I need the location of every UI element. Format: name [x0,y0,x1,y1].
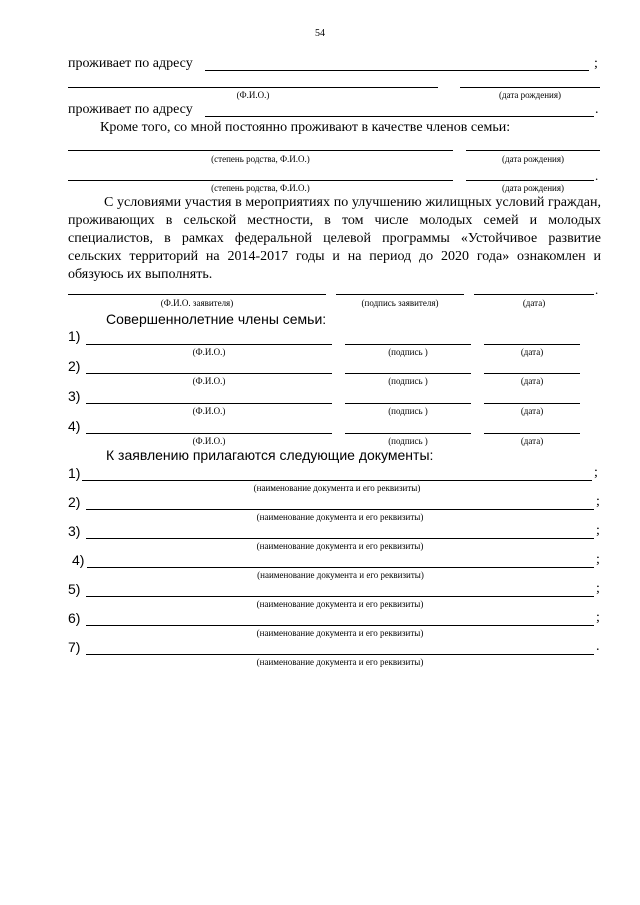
conditions-paragraph: С условиями участия в мероприятиях по улучшению жилищных условий граждан, проживающих в сельской местности, в том числе молодых семей и молодых специалистов, в рамках федеральной целевой программы «Устойчивое развитие сельских территорий на 2014-2017 годы и на период до 2020 года» ознакомлен и обязуюсь их выполнять. [68,195,601,282]
adult-member-fio-caption: (Ф.И.О.) [192,376,226,386]
document-line[interactable] [86,596,594,597]
adult-member-num: 3) [68,388,81,404]
applicant-name-caption: (Ф.И.О. заявителя) [160,298,234,308]
fio-caption: (Ф.И.О.) [236,90,270,100]
address-line-2[interactable] [205,116,594,117]
relation-line-1[interactable] [68,150,453,151]
adult-member-signature-line[interactable] [345,373,471,374]
document-caption: (наименование документа и его реквизиты) [257,570,424,580]
document-line[interactable] [86,654,594,655]
document-caption: (наименование документа и его реквизиты) [256,541,424,551]
relation-dob-caption-1: (дата рождения) [502,154,564,164]
document-caption: (наименование документа и его реквизиты) [256,599,424,609]
relation-caption-2: (степень родства, Ф.И.О.) [211,183,310,193]
relation-line-2[interactable] [68,180,453,181]
adult-member-fio-line[interactable] [86,403,332,404]
adult-member-fio-caption: (Ф.И.О.) [192,406,226,416]
document-end: ; [596,610,600,625]
address-line-1[interactable] [205,70,589,71]
relation-end-2: . [595,168,599,183]
document-num: 2) [68,494,81,510]
document-end: ; [596,552,600,567]
adult-member-fio-line[interactable] [86,433,332,434]
relation-caption-1: (степень родства, Ф.И.О.) [211,154,310,164]
document-num: 3) [68,523,81,539]
adult-member-date-caption: (дата) [520,406,544,416]
document-num: 1) [68,465,81,481]
adult-member-fio-caption: (Ф.И.О.) [192,436,226,446]
address-end-2: . [595,102,599,117]
document-line[interactable] [86,538,594,539]
dob-line[interactable] [460,87,600,88]
adult-member-date-caption: (дата) [520,376,544,386]
relation-dob-line-2[interactable] [466,180,594,181]
adult-member-date-line[interactable] [484,433,580,434]
document-end: ; [594,465,598,480]
family-intro: Кроме того, со мной постоянно проживают в качестве членов семьи: [100,120,511,135]
document-line[interactable] [86,625,594,626]
adult-member-signature-line[interactable] [345,403,471,404]
adult-member-date-line[interactable] [484,373,580,374]
document-line[interactable] [87,567,594,568]
applicant-signature-line[interactable] [336,294,464,295]
adult-member-fio-line[interactable] [86,344,332,345]
document-num: 5) [68,581,81,597]
fio-line[interactable] [68,87,438,88]
adult-member-signature-line[interactable] [345,344,471,345]
document-num: 4) [72,552,85,568]
document-line[interactable] [82,480,592,481]
dob-caption: (дата рождения) [499,90,561,100]
document-num: 7) [68,639,81,655]
adult-member-signature-caption: (подпись ) [388,376,428,386]
adult-member-signature-caption: (подпись ) [388,347,428,357]
adult-member-num: 2) [68,358,81,374]
document-end: . [596,639,600,654]
document-caption: (наименование документа и его реквизиты) [253,483,421,493]
document-caption: (наименование документа и его реквизиты) [256,628,424,638]
relation-dob-line-1[interactable] [466,150,600,151]
address-label-1: проживает по адресу [68,56,193,71]
adult-member-signature-caption: (подпись ) [388,406,428,416]
applicant-name-line[interactable] [68,294,326,295]
page-number: 54 [315,28,325,39]
applicant-date-caption: (дата) [522,298,546,308]
adult-members-title: Совершеннолетние члены семьи: [106,311,327,327]
document-end: ; [596,523,600,538]
document-end: ; [596,581,600,596]
adult-member-date-line[interactable] [484,403,580,404]
applicant-signature-caption: (подпись заявителя) [361,298,439,308]
document-end: ; [596,494,600,509]
address-label-2: проживает по адресу [68,102,193,117]
document-line[interactable] [86,509,594,510]
adult-member-date-line[interactable] [484,344,580,345]
relation-dob-caption-2: (дата рождения) [502,183,564,193]
adult-member-signature-line[interactable] [345,433,471,434]
adult-member-date-caption: (дата) [520,436,544,446]
document-num: 6) [68,610,81,626]
applicant-row-end: . [595,282,599,297]
documents-title: К заявлению прилагаются следующие документы: [106,447,434,463]
adult-member-num: 4) [68,418,81,434]
document-caption: (наименование документа и его реквизиты) [256,657,424,667]
adult-member-fio-caption: (Ф.И.О.) [192,347,226,357]
adult-member-date-caption: (дата) [520,347,544,357]
adult-member-signature-caption: (подпись ) [388,436,428,446]
adult-member-fio-line[interactable] [86,373,332,374]
applicant-date-line[interactable] [474,294,594,295]
address-end-1: ; [594,56,598,71]
document-caption: (наименование документа и его реквизиты) [256,512,424,522]
adult-member-num: 1) [68,328,81,344]
